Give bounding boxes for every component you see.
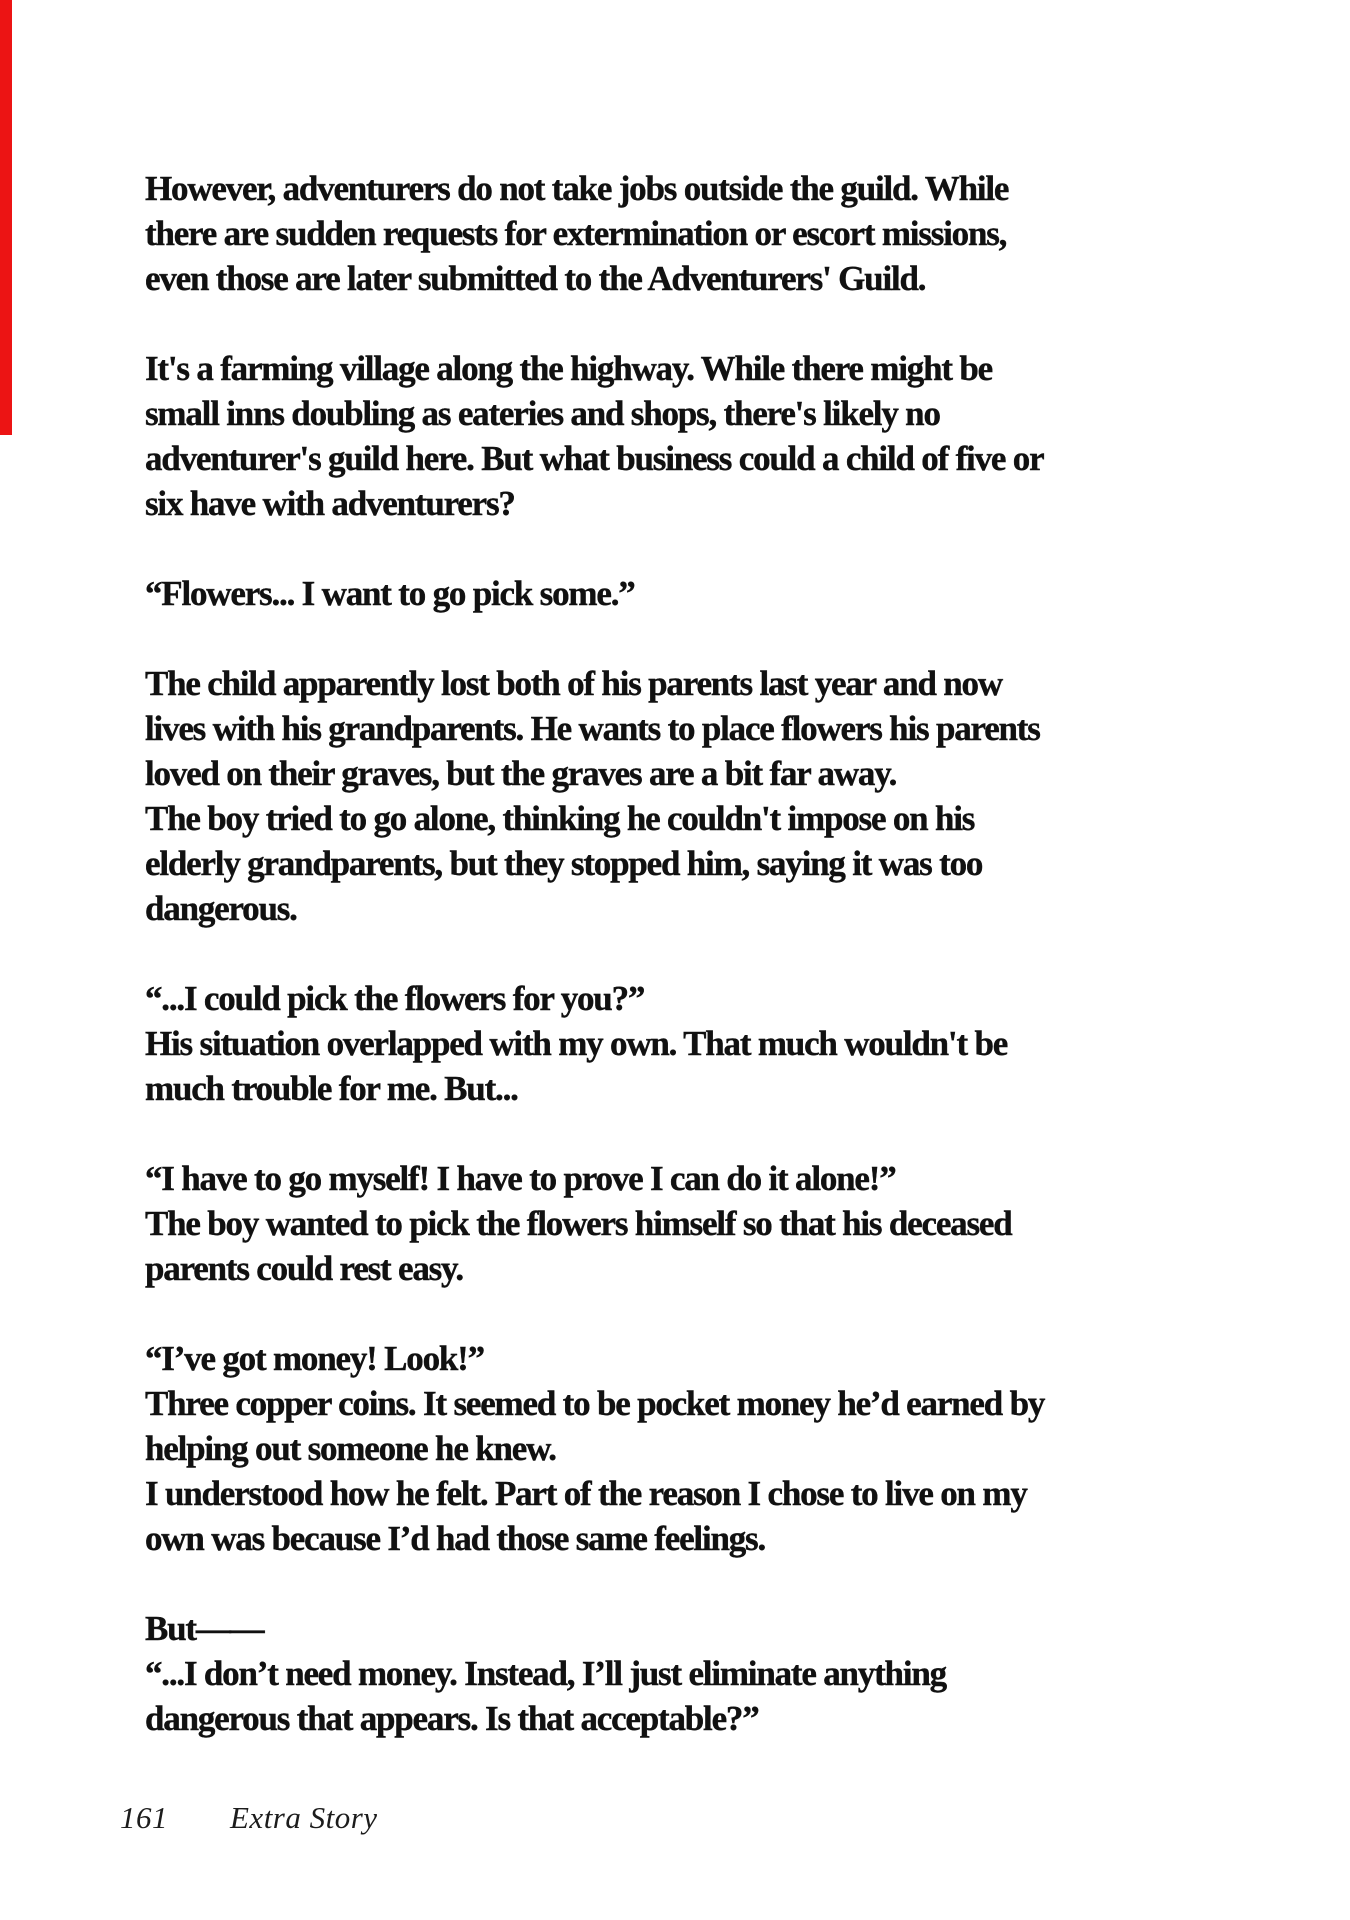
text-line: But——: [145, 1609, 264, 1648]
paragraph: [145, 661, 1305, 931]
paragraph: [145, 1156, 1305, 1291]
text-line: even those are later submitted to the Adventurers' Guild.: [145, 259, 926, 298]
text-line: “...I don’t need money. Instead, I’ll just eliminate anything: [145, 1654, 946, 1693]
text-line: own was because I’d had those same feelings.: [145, 1519, 766, 1558]
text-line: His situation overlapped with my own. That much wouldn't be: [145, 1024, 1008, 1063]
paragraph: [145, 1606, 1305, 1741]
text-line: dangerous that appears. Is that acceptable?”: [145, 1699, 759, 1738]
text-line: “I’ve got money! Look!”: [145, 1339, 484, 1378]
page-footer: [120, 1800, 378, 1836]
text-line: there are sudden requests for extermination or escort missions,: [145, 214, 1007, 253]
text-line: The boy tried to go alone, thinking he couldn't impose on his: [145, 799, 975, 838]
text-line: lives with his grandparents. He wants to place flowers his parents: [145, 709, 1040, 748]
text-line: “I have to go myself! I have to prove I can do it alone!”: [145, 1159, 896, 1198]
text-line: small inns doubling as eateries and shops, there's likely no: [145, 394, 940, 433]
text-line: helping out someone he knew.: [145, 1429, 556, 1468]
text-line: parents could rest easy.: [145, 1249, 463, 1288]
text-line: I understood how he felt. Part of the reason I chose to live on my: [145, 1474, 1027, 1513]
text-line: much trouble for me. But...: [145, 1069, 518, 1108]
text-line: dangerous.: [145, 889, 297, 928]
text-line: loved on their graves, but the graves are a bit far away.: [145, 754, 897, 793]
paragraph: [145, 1336, 1305, 1561]
page-text: [145, 166, 1305, 1786]
text-line: The boy wanted to pick the flowers himself so that his deceased: [145, 1204, 1012, 1243]
text-line: “...I could pick the flowers for you?”: [145, 979, 645, 1018]
text-line: It's a farming village along the highway. While there might be: [145, 349, 992, 388]
red-edge-bar: [0, 0, 12, 435]
text-line: “Flowers... I want to go pick some.”: [145, 574, 635, 613]
text-line: Three copper coins. It seemed to be pocket money he’d earned by: [145, 1384, 1045, 1423]
page-number: 161: [120, 1800, 168, 1835]
paragraph: [145, 166, 1305, 301]
text-line: However, adventurers do not take jobs outside the guild. While: [145, 169, 1009, 208]
text-line: adventurer's guild here. But what business could a child of five or: [145, 439, 1044, 478]
section-title: Extra Story: [230, 1800, 378, 1835]
paragraph: [145, 571, 1305, 616]
paragraph: [145, 346, 1305, 526]
text-line: elderly grandparents, but they stopped him, saying it was too: [145, 844, 983, 883]
paragraph: [145, 976, 1305, 1111]
text-line: The child apparently lost both of his parents last year and now: [145, 664, 1002, 703]
text-line: six have with adventurers?: [145, 484, 515, 523]
